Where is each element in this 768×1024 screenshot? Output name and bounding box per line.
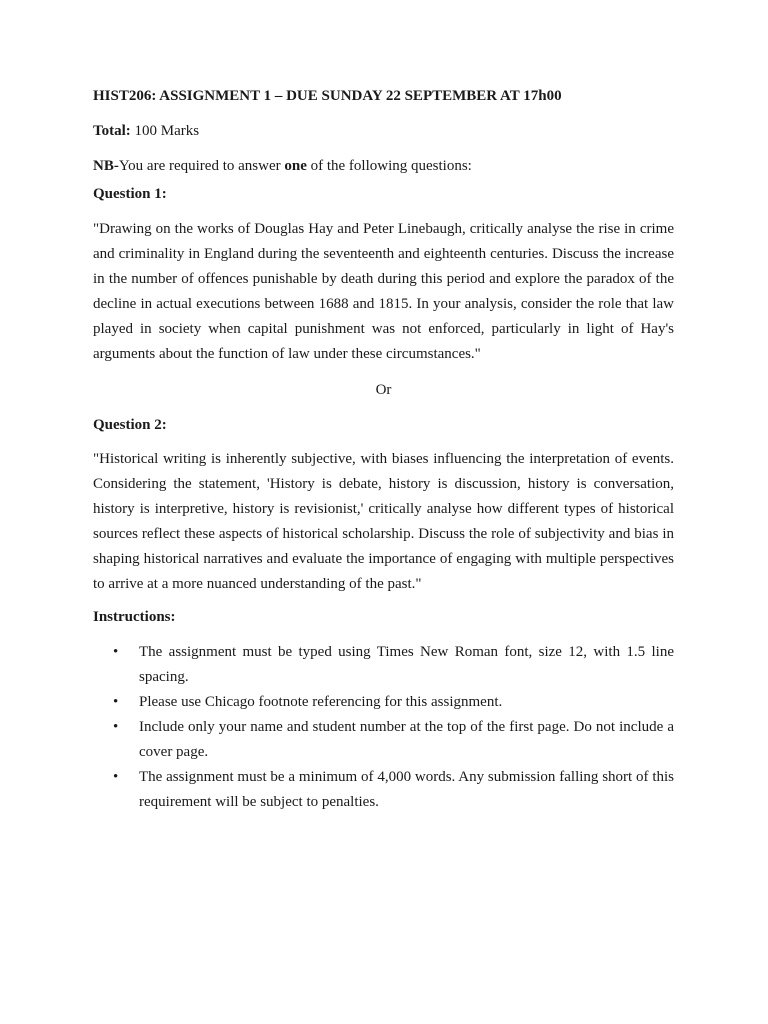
question-1-heading: Question 1: bbox=[93, 186, 167, 202]
assignment-document bbox=[93, 86, 674, 815]
nb-text-before: You are required to answer bbox=[118, 158, 285, 174]
nb-line bbox=[93, 156, 674, 176]
list-item-text: The assignment must be a minimum of 4,000 words. Any submission falling short of this requirement will be subject to penalties. bbox=[139, 769, 674, 810]
list-item bbox=[93, 690, 674, 715]
list-item bbox=[93, 640, 674, 690]
or-separator: Or bbox=[375, 382, 392, 398]
list-item bbox=[93, 715, 674, 765]
list-item-text: Please use Chicago footnote referencing for this assignment. bbox=[139, 694, 503, 710]
question-2-text: "Historical writing is inherently subjective, with biases influencing the interpretation of events. Considering the statement, 'History is debate, history is discussion, history is conversation, history is interpretive, history is revisionist,' critically analyse how different types of historical sources reflect these aspects of historical scholarship. Discuss the role of subjectivity and bias in shaping historical narratives and evaluate the importance of engaging with multiple perspectives to arrive at a more nuanced understanding of the past." bbox=[93, 451, 674, 592]
instructions-list bbox=[93, 640, 674, 815]
bullet-icon: • bbox=[113, 644, 119, 660]
nb-emphasis: one bbox=[284, 158, 307, 174]
question-2-heading: Question 2: bbox=[93, 417, 167, 433]
total-marks-line bbox=[93, 121, 674, 141]
document-title: HIST206: ASSIGNMENT 1 – DUE SUNDAY 22 SEPTEMBER AT 17h00 bbox=[93, 88, 562, 104]
list-item-text: Include only your name and student number at the top of the first page. Do not include a cover page. bbox=[139, 719, 674, 760]
total-label: Total: bbox=[93, 123, 131, 139]
list-item bbox=[93, 765, 674, 815]
nb-label: NB- bbox=[93, 158, 119, 174]
list-item-text: The assignment must be typed using Times New Roman font, size 12, with 1.5 line spacing. bbox=[139, 644, 674, 685]
bullet-icon: • bbox=[113, 719, 119, 735]
question-1-text: "Drawing on the works of Douglas Hay and Peter Linebaugh, critically analyse the rise in crime and criminality in England during the seventeenth and eighteenth centuries. Discuss the increase in the number of offences punishable by death during this period and explore the paradox of the decline in actual executions between 1688 and 1815. In your analysis, consider the role that law played in society when capital punishment was not enforced, particularly in light of Hay's arguments about the function of law under these circumstances." bbox=[93, 221, 674, 362]
instructions-heading: Instructions: bbox=[93, 609, 176, 625]
bullet-icon: • bbox=[113, 769, 119, 785]
nb-text-after: of the following questions: bbox=[306, 158, 472, 174]
bullet-icon: • bbox=[113, 694, 119, 710]
total-value: 100 Marks bbox=[130, 123, 200, 139]
